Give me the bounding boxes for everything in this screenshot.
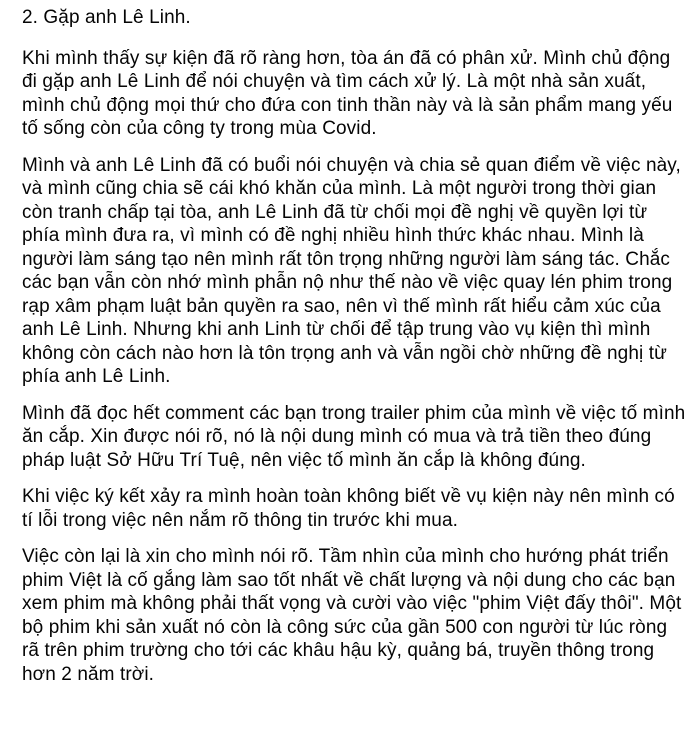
paragraph-signing: Khi việc ký kết xảy ra mình hoàn toàn không biết về vụ kiện này nên mình có tí lỗi trong việc nên nắm rõ thông tin trước khi mua. bbox=[22, 486, 675, 531]
paragraph-meeting-intro: Khi mình thấy sự kiện đã rõ ràng hơn, tòa án đã có phân xử. Mình chủ động đi gặp anh Lê Linh để nói chuyện và tìm cách xử lý. Là một nhà sản xuất, mình chủ động mọi thứ cho đứa con tinh thần này và là sản phẩm mang yếu tố sống còn của công ty trong mùa Covid. bbox=[22, 47, 673, 139]
paragraph-comments: Mình đã đọc hết comment các bạn trong trailer phim của mình về việc tố mình ăn cắp. Xin được nói rõ, nó là nội dung mình có mua và trả tiền theo đúng pháp luật Sở Hữu Trí Tuệ, nên việc tố mình ăn cắp là không đúng. bbox=[22, 402, 686, 471]
paragraph-discussion: Mình và anh Lê Linh đã có buổi nói chuyện và chia sẻ quan điểm về việc này, và mình cũng chia sẽ cái khó khăn của mình. Là một người trong thời gian còn tranh chấp tại tòa, anh Lê Linh đã từ chối mọi đề nghị về quyền lợi từ phía mình đưa ra, vì mình có đề nghị nhiều hình thức khác nhau. Mình là người làm sáng tạo nên mình rất tôn trọng những người làm sáng tác. Chắc các bạn vẫn còn nhớ mình phẫn nộ như thế nào về việc quay lén phim trong rạp xâm phạm luật bản quyền ra sao, nên vì thế mình rất hiểu cảm xúc của anh Lê Linh. Nhưng khi anh Linh từ chối để tập trung vào vụ kiện thì mình không còn cách nào hơn là tôn trọng anh và vẫn ngồi chờ những đề nghị từ phía anh Lê Linh. bbox=[22, 154, 681, 387]
paragraph-vision: Việc còn lại là xin cho mình nói rõ. Tầm nhìn của mình cho hướng phát triển phim Việt là cố gắng làm sao tốt nhất về chất lượng và nội dung cho các bạn xem phim mà không phải thất vọng và cười vào việc "phim Việt đấy thôi". Một bộ phim khi sản xuất nó còn là công sức của gần 500 con người từ lúc ròng rã trên phim trường cho tới các khâu hậu kỳ, quảng bá, truyền thông trong hơn 2 năm trời. bbox=[22, 546, 682, 685]
section-heading: 2. Gặp anh Lê Linh. bbox=[22, 7, 191, 28]
